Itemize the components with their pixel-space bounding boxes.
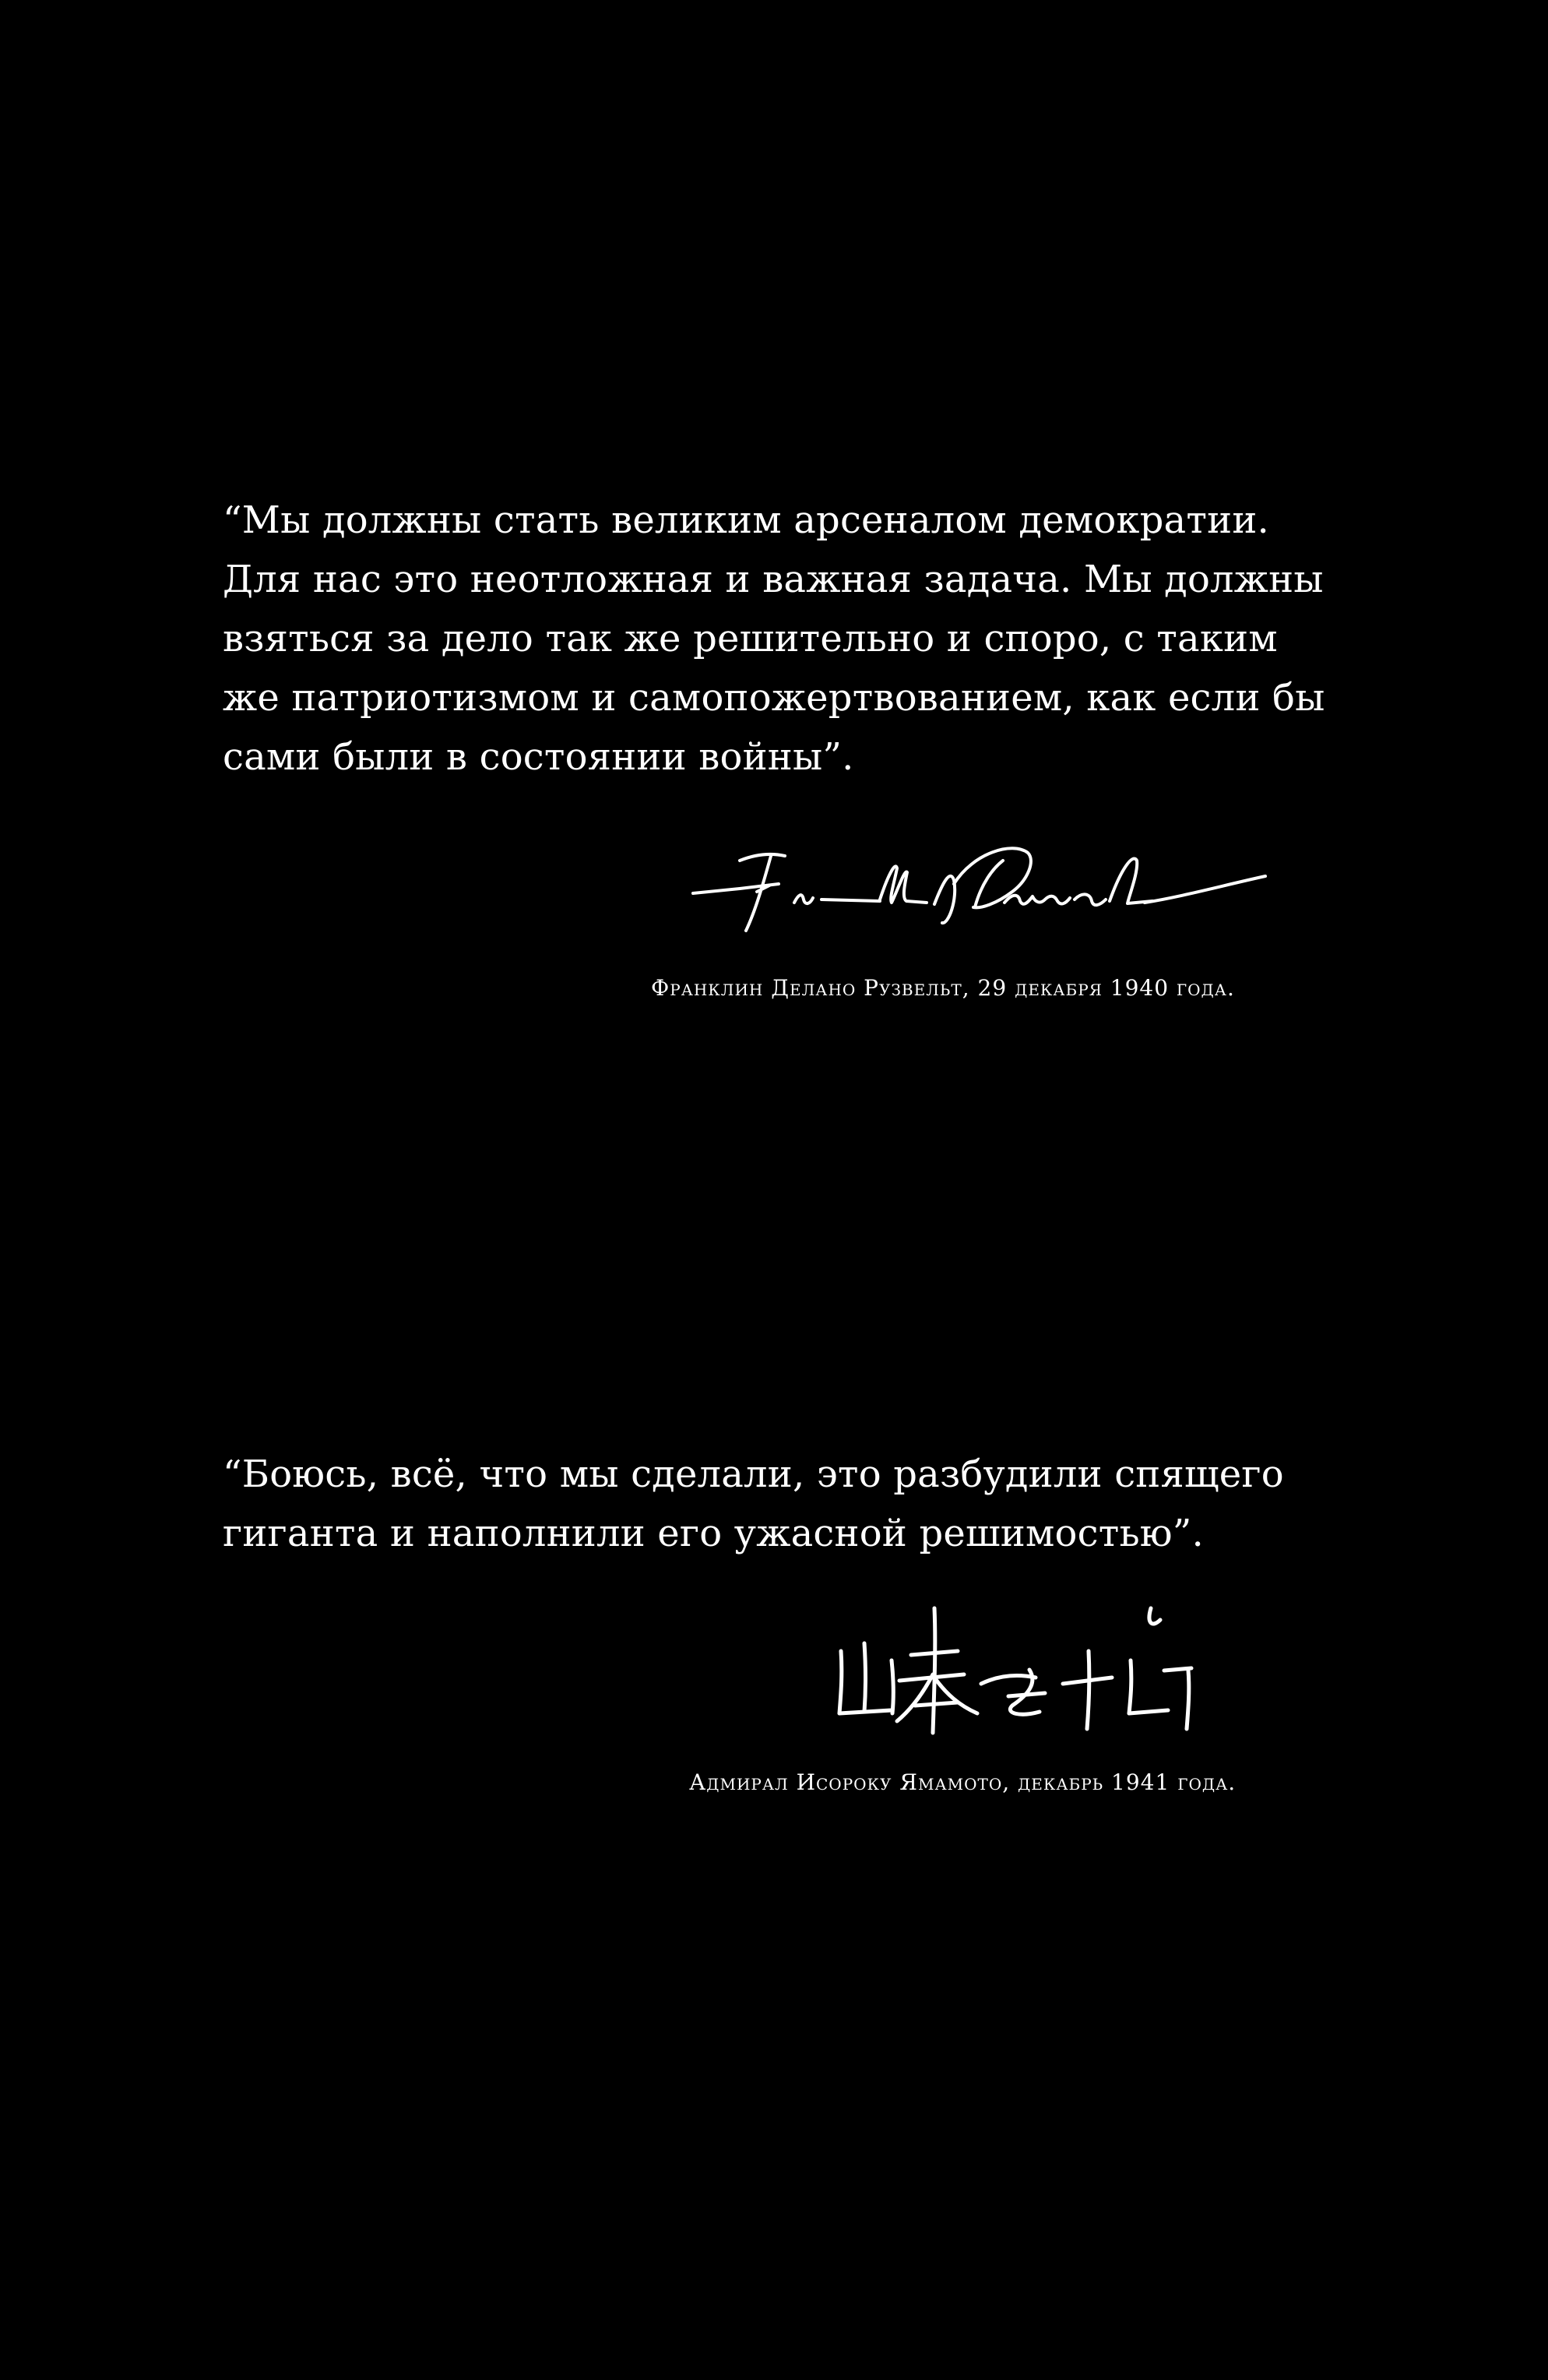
yamamoto-quote (223, 1445, 1344, 1563)
quote-line: взяться за дело так же решительно и споро, с таким (223, 617, 1278, 660)
quote-line: гиганта и наполнили его ужасной решимостью”. (223, 1512, 1204, 1555)
roosevelt-signature (685, 837, 1277, 938)
quote-line: “Боюсь, всё, что мы сделали, это разбудили спящего (223, 1452, 1284, 1496)
quote-line: же патриотизмом и самопожертвованием, как если бы (223, 676, 1325, 720)
yamamoto-signature (825, 1597, 1238, 1737)
roosevelt-attribution: Франклин Делано Рузвельт, 29 декабря 1940 года. (651, 975, 1235, 1001)
yamamoto-attribution: Адмирал Исороку Ямамото, декабрь 1941 года. (689, 1769, 1237, 1795)
roosevelt-quote (223, 491, 1344, 787)
quote-line: “Мы должны стать великим арсеналом демократии. (223, 498, 1269, 542)
quote-line: сами были в состоянии войны”. (223, 735, 854, 779)
quote-line: Для нас это неотложная и важная задача. Мы должны (223, 558, 1324, 601)
